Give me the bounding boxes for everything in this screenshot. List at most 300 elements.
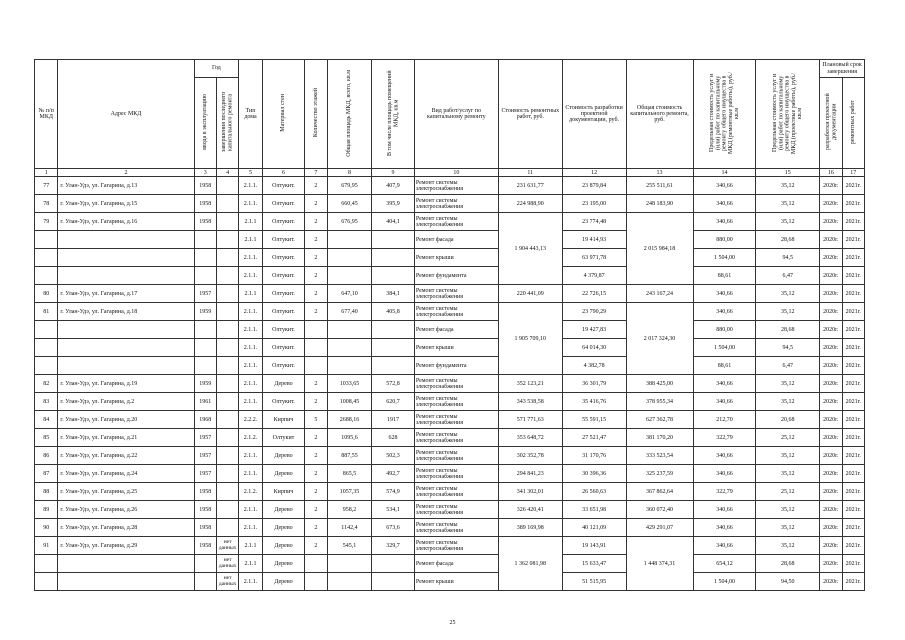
row-limit-project: 6,47 bbox=[756, 267, 820, 285]
row-wall-material: Олтукит. bbox=[262, 393, 305, 411]
row-wall-material: Олтукит. bbox=[262, 339, 305, 357]
row-deadline-works: 2021г. bbox=[842, 429, 865, 447]
row-year-built bbox=[194, 267, 216, 285]
header-limit-project: Предельная стоимость услуг и (или) работ по капитальному ремонту общего имущества в МКД (проектные работы), руб./кв.м bbox=[772, 72, 804, 154]
table-row bbox=[35, 519, 865, 537]
col-number: 6 bbox=[262, 169, 305, 177]
row-total-area bbox=[327, 321, 372, 339]
table-row bbox=[35, 177, 865, 195]
row-limit-project: 35,12 bbox=[756, 393, 820, 411]
row-limit-project: 28,68 bbox=[756, 555, 820, 573]
row-wall-material: Олтукит. bbox=[262, 213, 305, 231]
row-limit-project: 35,12 bbox=[756, 447, 820, 465]
col-number: 3 bbox=[194, 169, 216, 177]
header-deadline-works: ремонтных работ bbox=[850, 99, 857, 145]
row-address bbox=[58, 573, 194, 591]
row-deadline-works: 2021г. bbox=[842, 249, 865, 267]
row-limit-project: 28,68 bbox=[756, 321, 820, 339]
table-row bbox=[35, 303, 865, 321]
row-limit-repair: 340,66 bbox=[693, 177, 756, 195]
row-year-repair bbox=[216, 447, 238, 465]
row-cost-total: 627 362,78 bbox=[626, 411, 693, 429]
row-cost-project: 19 427,83 bbox=[562, 321, 626, 339]
row-year-repair bbox=[216, 195, 238, 213]
row-residential-area: 572,8 bbox=[372, 375, 415, 393]
row-residential-area: 620,7 bbox=[372, 393, 415, 411]
table-row bbox=[35, 501, 865, 519]
header-year-last-repair: завершения последнего капитального ремонта bbox=[221, 91, 234, 153]
row-house-type: 2.1.1. bbox=[239, 465, 262, 483]
row-cost-repair: 571 771,63 bbox=[498, 411, 562, 429]
row-year-built bbox=[194, 573, 216, 591]
row-deadline-works: 2021г. bbox=[842, 573, 865, 591]
row-cost-project: 19 414,93 bbox=[562, 231, 626, 249]
row-floors bbox=[305, 573, 327, 591]
row-floors: 2 bbox=[305, 303, 327, 321]
table-row bbox=[35, 393, 865, 411]
row-deadline-works: 2021г. bbox=[842, 465, 865, 483]
row-limit-repair: 880,00 bbox=[693, 231, 756, 249]
header-wall-material: Материал стен bbox=[280, 94, 287, 132]
row-residential-area: 1917 bbox=[372, 411, 415, 429]
row-cost-project: 23 879,84 bbox=[562, 177, 626, 195]
row-limit-project: 20,68 bbox=[756, 411, 820, 429]
row-limit-repair: 1 504,00 bbox=[693, 249, 756, 267]
table-row bbox=[35, 213, 865, 231]
row-deadline-project: 2020г. bbox=[820, 303, 842, 321]
row-house-type: 2.1.1. bbox=[239, 357, 262, 375]
row-limit-repair: 340,66 bbox=[693, 213, 756, 231]
row-deadline-works: 2021г. bbox=[842, 285, 865, 303]
table-row bbox=[35, 573, 865, 591]
row-cost-total: 2 015 984,18 bbox=[626, 213, 693, 285]
row-work-type: Ремонт фундамента bbox=[414, 267, 498, 285]
row-total-area: 865,5 bbox=[327, 465, 372, 483]
row-deadline-works: 2021г. bbox=[842, 393, 865, 411]
row-residential-area: 574,9 bbox=[372, 483, 415, 501]
row-work-type: Ремонт системы электроснабжения bbox=[414, 537, 498, 555]
row-floors: 2 bbox=[305, 231, 327, 249]
row-residential-area bbox=[372, 267, 415, 285]
col-number: 4 bbox=[216, 169, 238, 177]
row-work-type: Ремонт системы электроснабжения bbox=[414, 519, 498, 537]
row-floors: 2 bbox=[305, 213, 327, 231]
row-wall-material: Кирпич bbox=[262, 483, 305, 501]
row-work-type: Ремонт системы электроснабжения bbox=[414, 177, 498, 195]
row-limit-project: 35,12 bbox=[756, 537, 820, 555]
row-cost-project: 22 726,15 bbox=[562, 285, 626, 303]
col-number: 16 bbox=[820, 169, 842, 177]
table-row bbox=[35, 267, 865, 285]
row-wall-material: Дерево bbox=[262, 501, 305, 519]
row-floors: 2 bbox=[305, 249, 327, 267]
header-num: № п/п МКД bbox=[35, 60, 58, 169]
row-wall-material: Олтукит. bbox=[262, 249, 305, 267]
row-limit-project: 94,50 bbox=[756, 573, 820, 591]
row-cost-total: 378 955,34 bbox=[626, 393, 693, 411]
col-number: 7 bbox=[305, 169, 327, 177]
row-total-area bbox=[327, 267, 372, 285]
row-deadline-project: 2020г. bbox=[820, 285, 842, 303]
row-floors: 2 bbox=[305, 447, 327, 465]
row-residential-area: 502,3 bbox=[372, 447, 415, 465]
row-work-type: Ремонт системы электроснабжения bbox=[414, 213, 498, 231]
row-number bbox=[35, 231, 58, 249]
row-work-type: Ремонт фундамента bbox=[414, 357, 498, 375]
row-total-area: 647,10 bbox=[327, 285, 372, 303]
row-cost-project: 31 170,76 bbox=[562, 447, 626, 465]
row-limit-repair: 340,66 bbox=[693, 519, 756, 537]
row-deadline-project: 2020г. bbox=[820, 375, 842, 393]
row-work-type: Ремонт системы электроснабжения bbox=[414, 447, 498, 465]
row-floors: 2 bbox=[305, 393, 327, 411]
row-number: 82 bbox=[35, 375, 58, 393]
row-house-type: 2.1.1. bbox=[239, 447, 262, 465]
row-house-type: 2.1.1 bbox=[239, 555, 262, 573]
row-address: г. Улан-Удэ, ул. Гагарина, д.20 bbox=[58, 411, 194, 429]
row-cost-repair: 341 302,01 bbox=[498, 483, 562, 501]
row-cost-project: 4 379,87 bbox=[562, 267, 626, 285]
row-limit-project: 35,12 bbox=[756, 213, 820, 231]
row-total-area: 2688,16 bbox=[327, 411, 372, 429]
row-number: 86 bbox=[35, 447, 58, 465]
row-limit-repair: 340,66 bbox=[693, 375, 756, 393]
row-number: 84 bbox=[35, 411, 58, 429]
row-residential-area bbox=[372, 573, 415, 591]
row-limit-repair: 88,61 bbox=[693, 267, 756, 285]
row-cost-repair: 220 441,09 bbox=[498, 285, 562, 303]
row-address bbox=[58, 267, 194, 285]
row-address: г. Улан-Удэ, ул. Гагарина, д.17 bbox=[58, 285, 194, 303]
row-cost-project: 63 971,78 bbox=[562, 249, 626, 267]
row-work-type: Ремонт крыши bbox=[414, 339, 498, 357]
row-limit-project: 94,5 bbox=[756, 249, 820, 267]
row-limit-project: 28,68 bbox=[756, 231, 820, 249]
row-wall-material: Олтукит. bbox=[262, 267, 305, 285]
header-deadline-project: разработки проектной документации bbox=[824, 93, 837, 151]
row-wall-material: Олтукит. bbox=[262, 321, 305, 339]
col-number: 15 bbox=[756, 169, 820, 177]
header-work-type: Вид работ/услуг по капитальному ремонту bbox=[414, 60, 498, 169]
row-house-type: 2.1.1. bbox=[239, 339, 262, 357]
capital-repair-table bbox=[34, 59, 865, 591]
row-limit-repair: 340,66 bbox=[693, 393, 756, 411]
row-limit-project: 25,12 bbox=[756, 429, 820, 447]
row-floors: 2 bbox=[305, 537, 327, 555]
row-house-type: 2.1.1. bbox=[239, 573, 262, 591]
row-limit-repair: 340,66 bbox=[693, 447, 756, 465]
row-wall-material: Дерево bbox=[262, 447, 305, 465]
row-year-repair bbox=[216, 177, 238, 195]
row-number: 81 bbox=[35, 303, 58, 321]
row-deadline-project: 2020г. bbox=[820, 393, 842, 411]
row-cost-project: 33 651,98 bbox=[562, 501, 626, 519]
row-deadline-works: 2021г. bbox=[842, 411, 865, 429]
row-limit-repair: 340,66 bbox=[693, 195, 756, 213]
row-wall-material: Олтукит. bbox=[262, 231, 305, 249]
row-floors bbox=[305, 339, 327, 357]
row-house-type: 2.2.2. bbox=[239, 411, 262, 429]
row-limit-project: 35,12 bbox=[756, 303, 820, 321]
table-body bbox=[35, 177, 865, 591]
col-number: 13 bbox=[626, 169, 693, 177]
row-cost-total: 1 448 374,31 bbox=[626, 537, 693, 591]
row-address bbox=[58, 249, 194, 267]
row-cost-total: 360 072,40 bbox=[626, 501, 693, 519]
row-year-built: 1958 bbox=[194, 537, 216, 555]
header-cost-repair: Стоимость ремонтных работ, руб. bbox=[498, 60, 562, 169]
row-year-built: 1968 bbox=[194, 411, 216, 429]
row-address: г. Улан-Удэ, ул. Гагарина, д.13 bbox=[58, 177, 194, 195]
row-wall-material: Дерево bbox=[262, 519, 305, 537]
row-work-type: Ремонт крыши bbox=[414, 573, 498, 591]
header-limit-repair: Предельная стоимость услуг и (или) работ по капитальному ремонту общего имущества в МКД (ремонтные работы), руб./кв.м bbox=[708, 72, 740, 154]
row-cost-repair: 224 988,90 bbox=[498, 195, 562, 213]
row-total-area: 1033,65 bbox=[327, 375, 372, 393]
table-row bbox=[35, 357, 865, 375]
row-deadline-project: 2020г. bbox=[820, 501, 842, 519]
row-limit-repair: 322,79 bbox=[693, 483, 756, 501]
table-row bbox=[35, 447, 865, 465]
row-year-built: 1958 bbox=[194, 519, 216, 537]
row-total-area: 1057,35 bbox=[327, 483, 372, 501]
row-deadline-works: 2021г. bbox=[842, 339, 865, 357]
row-total-area: 677,40 bbox=[327, 303, 372, 321]
row-year-repair bbox=[216, 231, 238, 249]
row-limit-project: 35,12 bbox=[756, 375, 820, 393]
row-address: г. Улан-Удэ, ул. Гагарина, д.24 bbox=[58, 465, 194, 483]
row-deadline-works: 2021г. bbox=[842, 231, 865, 249]
row-floors: 2 bbox=[305, 177, 327, 195]
row-year-repair bbox=[216, 357, 238, 375]
row-work-type: Ремонт фасада bbox=[414, 321, 498, 339]
row-cost-project: 4 382,78 bbox=[562, 357, 626, 375]
row-deadline-project: 2020г. bbox=[820, 321, 842, 339]
row-deadline-works: 2021г. bbox=[842, 501, 865, 519]
header-address: Адрес МКД bbox=[58, 60, 194, 169]
row-total-area bbox=[327, 339, 372, 357]
row-total-area bbox=[327, 555, 372, 573]
row-residential-area: 407,9 bbox=[372, 177, 415, 195]
row-cost-project: 19 143,91 bbox=[562, 537, 626, 555]
row-cost-total: 248 183,90 bbox=[626, 195, 693, 213]
row-year-built: 1957 bbox=[194, 465, 216, 483]
table-row bbox=[35, 429, 865, 447]
row-address: г. Улан-Удэ, ул. Гагарина, д.22 bbox=[58, 447, 194, 465]
row-address bbox=[58, 339, 194, 357]
row-work-type: Ремонт системы электроснабжения bbox=[414, 393, 498, 411]
row-year-repair bbox=[216, 519, 238, 537]
row-deadline-project: 2020г. bbox=[820, 177, 842, 195]
row-floors: 2 bbox=[305, 285, 327, 303]
row-floors bbox=[305, 321, 327, 339]
row-wall-material: Дерево bbox=[262, 465, 305, 483]
row-house-type: 2.1.1. bbox=[239, 375, 262, 393]
row-house-type: 2.1.1. bbox=[239, 393, 262, 411]
col-number: 9 bbox=[372, 169, 415, 177]
row-floors bbox=[305, 357, 327, 375]
row-work-type: Ремонт системы электроснабжения bbox=[414, 285, 498, 303]
row-year-built: 1957 bbox=[194, 429, 216, 447]
row-address: г. Улан-Удэ, ул. Гагарина, д.29 bbox=[58, 537, 194, 555]
row-number: 89 bbox=[35, 501, 58, 519]
row-cost-total: 243 167,24 bbox=[626, 285, 693, 303]
row-work-type: Ремонт системы электроснабжения bbox=[414, 501, 498, 519]
row-deadline-project: 2020г. bbox=[820, 213, 842, 231]
row-house-type: 2.1.1 bbox=[239, 537, 262, 555]
row-total-area: 1095,6 bbox=[327, 429, 372, 447]
row-year-repair bbox=[216, 267, 238, 285]
row-deadline-project: 2020г. bbox=[820, 339, 842, 357]
row-deadline-works: 2021г. bbox=[842, 375, 865, 393]
col-number: 11 bbox=[498, 169, 562, 177]
table-row bbox=[35, 537, 865, 555]
row-year-built bbox=[194, 339, 216, 357]
row-residential-area: 534,1 bbox=[372, 501, 415, 519]
header-year-built: ввода в эксплуатацию bbox=[202, 94, 209, 150]
row-cost-repair: 389 169,98 bbox=[498, 519, 562, 537]
row-number bbox=[35, 357, 58, 375]
row-cost-project: 36 301,79 bbox=[562, 375, 626, 393]
row-number: 85 bbox=[35, 429, 58, 447]
row-limit-repair: 654,12 bbox=[693, 555, 756, 573]
row-year-repair bbox=[216, 483, 238, 501]
row-total-area: 676,95 bbox=[327, 213, 372, 231]
row-cost-total: 333 523,54 bbox=[626, 447, 693, 465]
row-year-built: 1958 bbox=[194, 483, 216, 501]
row-limit-repair: 1 504,00 bbox=[693, 573, 756, 591]
row-house-type: 2.1.1. bbox=[239, 321, 262, 339]
row-year-built: 1958 bbox=[194, 195, 216, 213]
row-year-repair bbox=[216, 465, 238, 483]
row-cost-total: 2 017 324,30 bbox=[626, 303, 693, 375]
table-row bbox=[35, 375, 865, 393]
header-cost-project: Стоимость разработки проектной документации, руб. bbox=[562, 60, 626, 169]
row-cost-total: 381 170,20 bbox=[626, 429, 693, 447]
row-deadline-project: 2020г. bbox=[820, 519, 842, 537]
table-row bbox=[35, 411, 865, 429]
col-number: 8 bbox=[327, 169, 372, 177]
row-year-built: 1959 bbox=[194, 375, 216, 393]
row-deadline-works: 2021г. bbox=[842, 537, 865, 555]
row-deadline-works: 2021г. bbox=[842, 213, 865, 231]
row-cost-repair: 1 362 081,98 bbox=[498, 537, 562, 591]
row-work-type: Ремонт системы электроснабжения bbox=[414, 195, 498, 213]
row-address bbox=[58, 321, 194, 339]
row-work-type: Ремонт системы электроснабжения bbox=[414, 465, 498, 483]
row-year-built: 1959 bbox=[194, 303, 216, 321]
row-house-type: 2.1.1. bbox=[239, 267, 262, 285]
row-number bbox=[35, 249, 58, 267]
row-number bbox=[35, 321, 58, 339]
row-limit-project: 35,12 bbox=[756, 177, 820, 195]
row-year-built bbox=[194, 555, 216, 573]
row-house-type: 2.1.1. bbox=[239, 249, 262, 267]
row-work-type: Ремонт системы электроснабжения bbox=[414, 375, 498, 393]
table-row bbox=[35, 339, 865, 357]
row-year-built: 1958 bbox=[194, 213, 216, 231]
row-limit-project: 6,47 bbox=[756, 357, 820, 375]
row-limit-repair: 1 504,00 bbox=[693, 339, 756, 357]
row-year-repair bbox=[216, 411, 238, 429]
row-house-type: 2.1.1 bbox=[239, 213, 262, 231]
row-deadline-project: 2020г. bbox=[820, 267, 842, 285]
row-residential-area: 673,6 bbox=[372, 519, 415, 537]
row-floors: 2 bbox=[305, 375, 327, 393]
row-year-repair bbox=[216, 249, 238, 267]
row-deadline-project: 2020г. bbox=[820, 195, 842, 213]
row-total-area bbox=[327, 573, 372, 591]
row-residential-area: 395,9 bbox=[372, 195, 415, 213]
row-house-type: 2.1.2. bbox=[239, 429, 262, 447]
row-year-repair bbox=[216, 339, 238, 357]
row-address: г. Улан-Удэ, ул. Гагарина, д.16 bbox=[58, 213, 194, 231]
row-house-type: 2.1.1. bbox=[239, 303, 262, 321]
row-cost-total: 429 291,07 bbox=[626, 519, 693, 537]
col-number: 17 bbox=[842, 169, 865, 177]
row-cost-project: 55 591,15 bbox=[562, 411, 626, 429]
row-cost-repair: 1 905 709,10 bbox=[498, 303, 562, 375]
row-floors: 2 bbox=[305, 483, 327, 501]
row-limit-project: 35,12 bbox=[756, 501, 820, 519]
row-year-built: 1957 bbox=[194, 285, 216, 303]
row-year-repair bbox=[216, 429, 238, 447]
row-wall-material: Дерево bbox=[262, 537, 305, 555]
row-deadline-project: 2020г. bbox=[820, 573, 842, 591]
row-deadline-works: 2021г. bbox=[842, 177, 865, 195]
row-cost-total: 255 511,61 bbox=[626, 177, 693, 195]
row-deadline-works: 2021г. bbox=[842, 555, 865, 573]
row-wall-material: Дерево bbox=[262, 555, 305, 573]
row-work-type: Ремонт фасада bbox=[414, 555, 498, 573]
row-work-type: Ремонт системы электроснабжения bbox=[414, 303, 498, 321]
row-wall-material: Олтукит bbox=[262, 429, 305, 447]
row-year-repair bbox=[216, 213, 238, 231]
row-limit-project: 35,12 bbox=[756, 519, 820, 537]
row-number: 77 bbox=[35, 177, 58, 195]
row-deadline-works: 2021г. bbox=[842, 321, 865, 339]
row-year-repair bbox=[216, 393, 238, 411]
row-limit-project: 25,12 bbox=[756, 483, 820, 501]
row-total-area: 679,95 bbox=[327, 177, 372, 195]
row-address bbox=[58, 357, 194, 375]
row-residential-area: 628 bbox=[372, 429, 415, 447]
row-cost-project: 15 633,47 bbox=[562, 555, 626, 573]
row-wall-material: Олтукит. bbox=[262, 195, 305, 213]
row-address bbox=[58, 231, 194, 249]
row-residential-area: 405,8 bbox=[372, 303, 415, 321]
table-row bbox=[35, 285, 865, 303]
row-number: 88 bbox=[35, 483, 58, 501]
row-number: 80 bbox=[35, 285, 58, 303]
row-cost-repair: 231 631,77 bbox=[498, 177, 562, 195]
row-residential-area bbox=[372, 249, 415, 267]
row-house-type: 2.1.1 bbox=[239, 231, 262, 249]
header-house-type: Тип дома bbox=[239, 60, 262, 169]
table-row bbox=[35, 465, 865, 483]
row-year-repair bbox=[216, 321, 238, 339]
row-year-built bbox=[194, 357, 216, 375]
row-deadline-project: 2020г. bbox=[820, 537, 842, 555]
row-wall-material: Олтукит. bbox=[262, 303, 305, 321]
row-deadline-project: 2020г. bbox=[820, 465, 842, 483]
row-total-area bbox=[327, 249, 372, 267]
row-address: г. Улан-Удэ, ул. Гагарина, д.25 bbox=[58, 483, 194, 501]
row-cost-repair: 343 538,58 bbox=[498, 393, 562, 411]
row-limit-repair: 880,00 bbox=[693, 321, 756, 339]
row-deadline-works: 2021г. bbox=[842, 357, 865, 375]
row-year-repair: нет данных bbox=[216, 573, 238, 591]
